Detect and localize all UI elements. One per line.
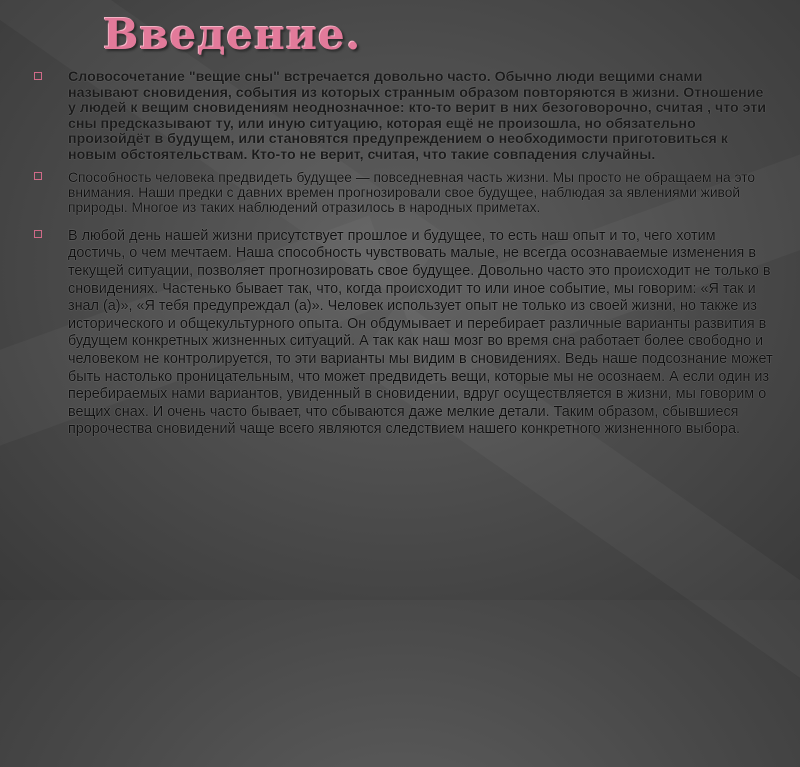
square-bullet-icon	[34, 72, 42, 80]
square-bullet-icon	[34, 172, 42, 180]
paragraph-text: Способность человека предвидеть будущее — повседневная часть жизни. Мы просто не обращаем на это внимания. Наши предки с давних времен прогнозировали свое будущее, наблюдая за явлениями живой природы. Многое из таких наблюдений отразилось в народных приметах.	[68, 169, 756, 216]
slide-body	[34, 70, 774, 439]
slide-title: Введение.	[103, 10, 362, 59]
square-bullet-icon	[34, 230, 42, 238]
paragraph-text: В любой день нашей жизни присутствует прошлое и будущее, то есть наш опыт и то, чего хотим достичь, о чем мечтаем. Наша способность чувствовать малые, не всегда осознаваемые изменения в текущей ситуации, позволяет прогнозировать свое будущее. Довольно часто это происходит не только в сновидениях. Частенько бывает так, что, когда происходит то или иное событие, мы говорим: «Я так и знал (а)», «Я тебя предупреждал (а)». Человек использует опыт не только из своей жизни, но также из исторического и общекультурного опыта. Он обдумывает и перебирает различные варианты развития в будущем конкретных жизненных ситуаций. А так как наш мозг во время сна работает более свободно и человеком не контролируется, то эти варианты мы видим в сновидениях. Ведь наше подсознание может быть настолько проницательным, что может предвидеть вещи, которые мы не осознаем. А если один из перебираемых нами вариантов, увиденный в сновидении, вдруг осуществляется в жизни, мы говорим о вещих снах. И очень часто бывает, что сбываются даже мелкие детали. Таким образом, сбывшиеся пророчества сновидений чаще всего являются следствием нашего конкретного жизненного выбора.	[68, 227, 773, 438]
paragraph-text: Словосочетание "вещие сны" встречается довольно часто. Обычно люди вещими снами называют сновидения, события из которых странным образом повторяются в жизни. Отношение у людей к вещим сновидениям неоднозначное: кто-то верит в них безоговорочно, считая , что эти сны предсказывают ту, или иную ситуацию, которая ещё не произошла, но обязательно произойдёт в будущем, или становятся предупреждением о необходимости приготовиться к новым обстоятельствам. Кто-то не верит, считая, что такие совпадения случайны.	[68, 69, 766, 163]
list-item	[34, 170, 774, 216]
list-item	[34, 228, 774, 439]
list-item	[34, 70, 774, 164]
